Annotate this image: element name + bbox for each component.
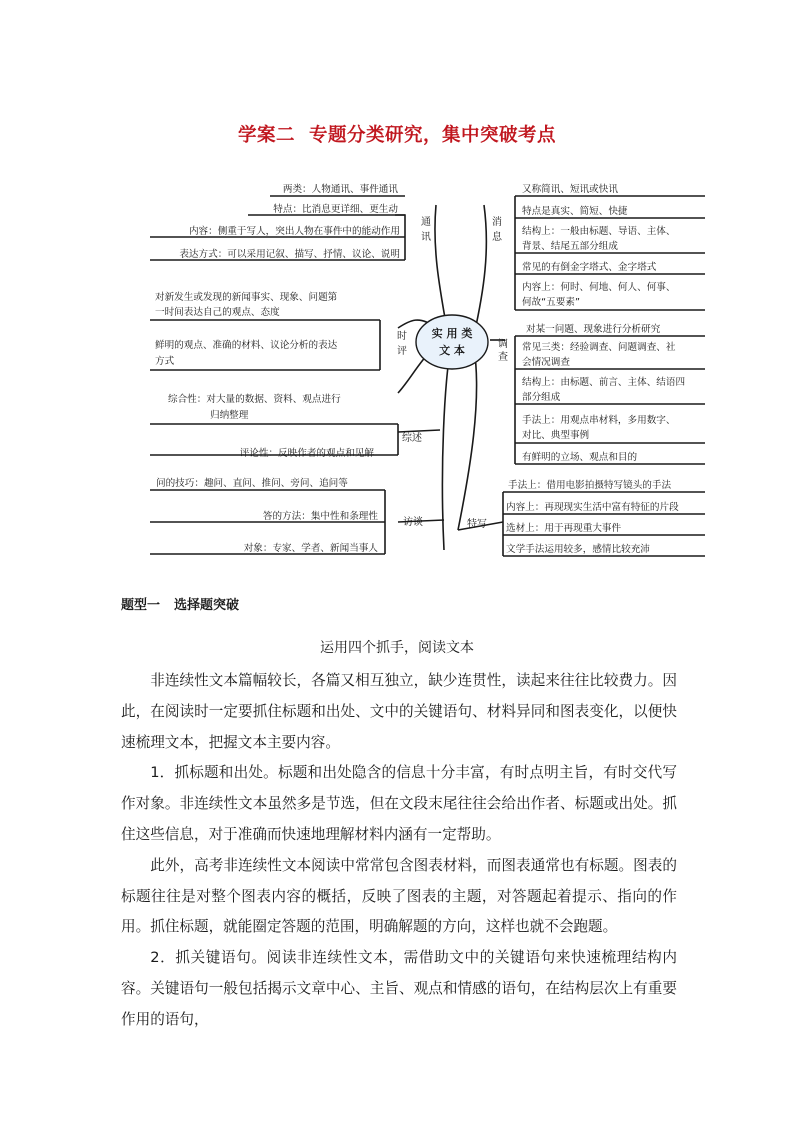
branch-xiaoxi-label-2: 息 xyxy=(492,232,502,243)
zongshu-item-cont: 归纳整理 xyxy=(210,410,249,421)
page-title xyxy=(0,121,794,147)
branch-tongxun-label-1: 通 xyxy=(421,217,431,228)
xiaoxi-item: 结构上：一般由标题、导语、主体、 xyxy=(522,226,676,237)
xiaoxi-item-cont: 背景、结尾五部分组成 xyxy=(522,241,618,252)
shiping-item-cont: 一时间表达自己的观点、态度 xyxy=(155,307,280,318)
tongxun-item: 特点：比消息更详细、更生动 xyxy=(273,204,398,215)
fangtan-item: 问的技巧：趣问、直问、推问、旁问、追问等 xyxy=(156,478,348,489)
branch-zongshu-label: 综述 xyxy=(402,433,422,444)
tongxun-item: 内容：侧重于写人，突出人物在事件中的能动作用 xyxy=(188,226,400,237)
diaocha-item: 有鲜明的立场、观点和目的 xyxy=(522,452,638,463)
texie-item: 手法上：借用电影拍摄特写镜头的手法 xyxy=(508,480,672,491)
branch-tongxun-label-2: 讯 xyxy=(421,232,431,243)
branch-shiping-label-2: 评 xyxy=(397,346,407,357)
section-heading-b: 选择题突破 xyxy=(174,598,240,613)
mind-map xyxy=(0,170,794,565)
fangtan-item: 答的方法：集中性和条理性 xyxy=(262,511,378,522)
diaocha-item: 手法上：用观点串材料，多用数字、 xyxy=(522,415,676,426)
mind-map-center xyxy=(416,315,488,369)
tongxun-item: 表达方式：可以采用记叙、描写、抒情、议论、说明 xyxy=(179,249,400,260)
xiaoxi-item: 又称简讯、短讯或快讯 xyxy=(522,184,618,195)
xiaoxi-item: 特点是真实、简短、快捷 xyxy=(522,206,628,217)
branch-texie-label: 特写 xyxy=(467,519,487,530)
paragraph: 此外，高考非连续性文本阅读中常常包含图表材料，而图表通常也有标题。图表的标题往往是对整个图表内容的概括，反映了图表的主题，对答题起着提示、指向的作用。抓住标题，就能圈定答题的范围，明确解题的方向，这样也就不会跑题。 xyxy=(121,856,677,936)
branch-shiping-label-1: 时 xyxy=(397,331,407,342)
diaocha-item-cont: 对比、典型事例 xyxy=(522,430,590,441)
xiaoxi-item: 常见的有倒金字塔式、金字塔式 xyxy=(522,262,657,273)
fangtan-item: 对象：专家、学者、新闻当事人 xyxy=(243,543,378,554)
body-text xyxy=(121,666,677,1036)
center-line-1: 实 用 类 xyxy=(431,327,473,340)
texie-item: 内容上：再现现实生活中富有特征的片段 xyxy=(506,502,679,513)
xiaoxi-item-cont: 何故“五要素” xyxy=(522,297,580,308)
center-line-2: 文 本 xyxy=(439,344,465,357)
xiaoxi-item: 内容上：何时、何地、何人、何事、 xyxy=(522,282,676,293)
tongxun-item: 两类：人物通讯、事件通讯 xyxy=(282,184,398,195)
texie-item: 选材上：用于再现重大事件 xyxy=(506,523,622,534)
diaocha-item-cont: 会情况调查 xyxy=(522,357,570,368)
branch-diaocha-label-2: 查 xyxy=(498,352,508,363)
texie-item: 文学手法运用较多，感情比较充沛 xyxy=(506,544,650,555)
zongshu-item: 评论性：反映作者的观点和见解 xyxy=(239,448,374,459)
paragraph: 非连续性文本篇幅较长，各篇又相互独立，缺少连贯性，读起来往往比较费力。因此，在阅读时一定要抓住标题和出处、文中的关键语句、材料异同和图表变化，以便快速梳理文本，把握文本主要内容。 xyxy=(121,672,677,751)
paragraph: 2．抓关键语句。阅读非连续性文本，需借助文中的关键语句来快速梳理结构内容。关键语句一般包括揭示文章中心、主旨、观点和情感的语句，在结构层次上有重要作用的语句， xyxy=(121,949,677,1028)
diaocha-item-cont: 部分组成 xyxy=(522,392,561,403)
branch-xiaoxi-label-1: 消 xyxy=(492,217,502,228)
diaocha-item: 常见三类：经验调查、问题调查、社 xyxy=(522,342,676,353)
zongshu-item: 综合性：对大量的数据、资料、观点进行 xyxy=(168,394,341,405)
shiping-item-cont: 方式 xyxy=(155,356,175,367)
section-subtitle: 运用四个抓手，阅读文本 xyxy=(320,640,474,656)
branch-diaocha-label-1: 调 xyxy=(498,339,508,350)
title-part-b: 专题分类研究，集中突破考点 xyxy=(309,125,557,146)
shiping-item: 鲜明的观点、准确的材料、议论分析的表达 xyxy=(155,340,338,351)
branch-fangtan-label: 访谈 xyxy=(403,517,423,528)
section-heading xyxy=(121,594,253,613)
diaocha-item: 结构上：由标题、前言、主体、结语四 xyxy=(522,377,686,388)
title-part-a: 学案二 xyxy=(237,125,295,146)
paragraph: 1．抓标题和出处。标题和出处隐含的信息十分丰富，有时点明主旨，有时交代写作对象。非连续性文本虽然多是节选，但在文段末尾往往会给出作者、标题或出处。抓住这些信息，对于准确而快速地理解材料内涵有一定帮助。 xyxy=(121,764,677,843)
section-heading-a: 题型一 xyxy=(121,598,161,613)
diaocha-item: 对某一问题、现象进行分析研究 xyxy=(526,324,661,335)
shiping-item: 对新发生或发现的新闻事实、现象、问题第 xyxy=(155,292,338,303)
